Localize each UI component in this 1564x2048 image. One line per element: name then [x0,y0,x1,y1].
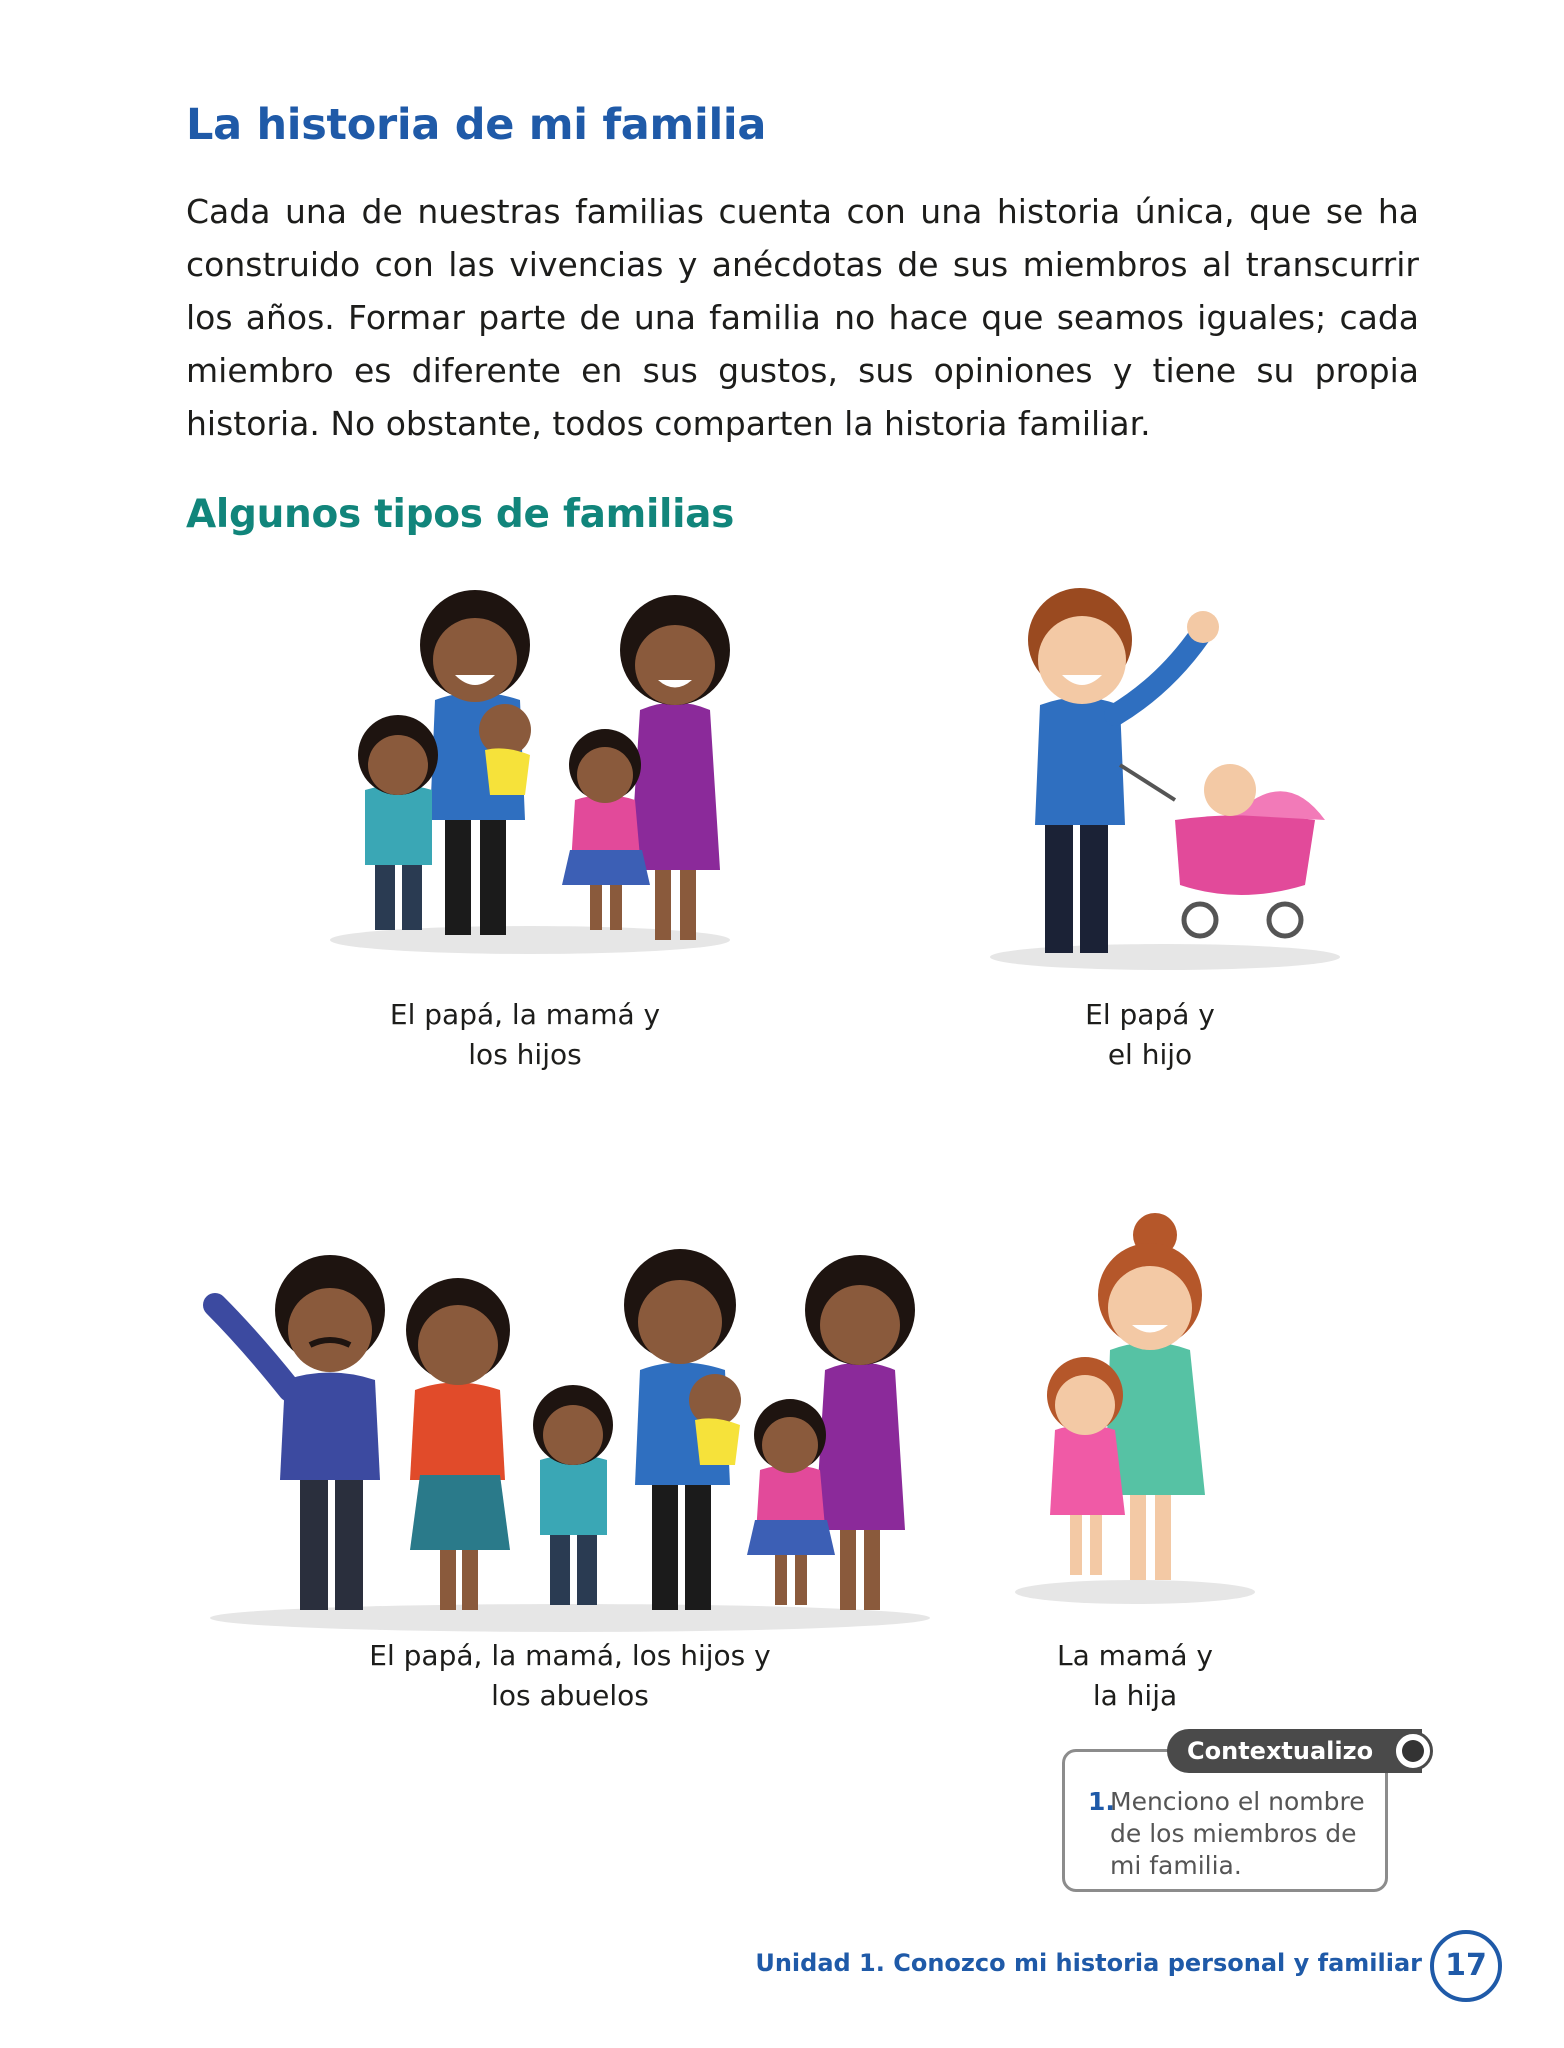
footer-unit-title: Unidad 1. Conozco mi historia personal y familiar [755,1949,1422,1977]
contextualizo-label: Contextualizo [1167,1729,1422,1773]
circle-badge-icon [1393,1731,1433,1771]
caption-line: El papá, la mamá y [389,998,661,1031]
caption-line: El papá y [1085,998,1215,1031]
caption-nuclear-family [330,995,720,1075]
caption-line: los hijos [468,1038,582,1071]
caption-line: La mamá y [1057,1639,1213,1672]
activity-line: Menciono el nombre [1110,1787,1365,1816]
caption-line: la hija [1092,1679,1178,1712]
section-subtitle: Algunos tipos de familias [186,492,735,537]
family-illustration-extended [200,1220,940,1635]
caption-extended-family [340,1636,800,1716]
activity-number: 1. [1088,1787,1115,1816]
activity-line: de los miembros de [1110,1819,1357,1848]
page-number: 17 [1430,1930,1502,2002]
family-illustration-father-child [985,565,1345,975]
caption-mother-daughter [1010,1636,1260,1716]
contextualizo-activity [1088,1786,1378,1882]
activity-line: mi familia. [1110,1851,1242,1880]
caption-line: los abuelos [491,1679,649,1712]
page-title: La historia de mi familia [186,100,767,150]
intro-paragraph: Cada una de nuestras familias cuenta con una historia única, que se ha construido con las vivencias y anécdotas de sus miembros al transcurrir los años. Formar parte de una familia no hace que seamos iguales; cada miembro es diferente en sus gustos, sus opiniones y tiene su propia historia. No obstante, todos comparten la historia familiar. [186,192,1419,443]
family-illustration-mother-daughter [1010,1180,1260,1610]
caption-line: El papá, la mamá, los hijos y [369,1639,771,1672]
caption-father-child [1000,995,1300,1075]
caption-line: el hijo [1107,1038,1193,1071]
family-illustration-nuclear [320,560,740,960]
